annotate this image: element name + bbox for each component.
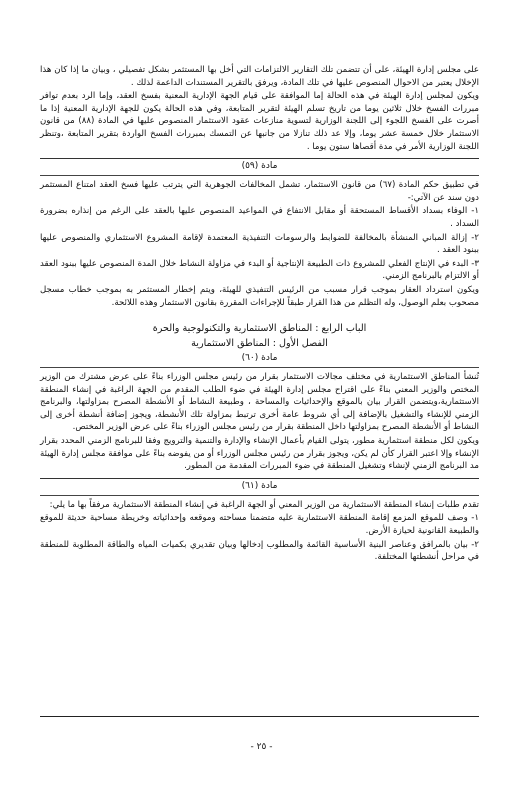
list-item-3: ٣- البدء في الإنتاج الفعلي للمشروع ذات الطبيعة الإنتاجية أو البدء في مزاولة النشاط خلال المدة المنصوص عليها ببنود العقد أو الالتزام بالبرنامج الزمني. (40, 258, 479, 282)
article-60-heading: مادة (٦٠) (40, 352, 479, 368)
paragraph-inspection-report: على مجلس إدارة الهيئة، على أن تتضمن تلك التقارير الالتزامات التي أخل بها المستثمر بشكل تفصيلي ، وبيان ما إذا كان هذا الإخلال يعتبر من الاحوال المنصوص عليها في تلك المادة، ويرفق بالتقرير المستندات الداعمة لذلك . (40, 65, 479, 88)
list-item-1: ١- وصف للموقع المزمع إقامة المنطقة الاستثمارية عليه متضمنا مساحته وموقعه وإحداثياته وخريطة مساحية حديثة للموقع والطبيعة القانونية لحيازة الأرض. (40, 513, 479, 537)
list-item-2: ٢- إزالة المباني المنشأة بالمخالفة للضوابط والرسومات التنفيذية المعتمدة لإقامة المشروع الاستثماري والمنصوص عليها ببنود العقد . (40, 232, 479, 256)
footer-divider (40, 716, 479, 717)
divider-line (40, 478, 479, 479)
divider-line (40, 158, 479, 159)
paragraph-property-recovery: ويكون استرداد العقار بموجب قرار مسبب من الرئيس التنفيذي للهيئة، ويتم إخطار المستثمر به بموجب خطاب مسجل مصحوب بعلم الوصول، وله التظلم من هذا القرار طبقاً للإجراءات المقررة بقانون الاستثمار وهذه اللائحة. (40, 284, 479, 308)
list-item-1: ١- الوفاء بسداد الأقساط المستحقة أو مقابل الانتفاع في المواعيد المنصوص عليها بالعقد على الرغم من إنذاره بضرورة السداد . (40, 206, 479, 229)
page-number: - ٢٥ - (250, 742, 273, 752)
chapter-title: الباب الرابع : المناطق الاستثمارية والتكنولوجية والحرة (152, 323, 367, 335)
paragraph-application-requirements: تقدم طلبات إنشاء المنطقة الاستثمارية من الوزير المعني أو الجهة الراغبة في إنشاء المنطقة الاستثمارية مرفقاً بها ما يلي: (49, 499, 479, 510)
article-61-heading: مادة (٦١) (40, 480, 479, 496)
paragraph-zone-developer: ويكون لكل منطقة استثمارية مطور، يتولى القيام بأعمال الإنشاء والإدارة والتنمية والترويج وفقا للبرنامج الزمني المحدد بقرار الإنشاء وإلا اعتبر القرار كأن لم يكن، ويجوز بقرار من رئيس مجلس الوزراء أو من يفوضه بناءً على موافقة مجلس إدارة الهيئة مد البرنامج الزمني لإنشاء وتشغيل المنطقة في ضوء المبررات المقدمة من المطور. (40, 436, 479, 472)
paragraph-zone-establishment: تُنشأ المناطق الاستثمارية في مختلف مجالات الاستثمار بقرار من رئيس مجلس الوزراء بناءً على عرض مشترك من الوزير المختص والوزير المعني بناءً على اقتراح مجلس إدارة الهيئة في ضوء الطلب المقدم من الجهة الراغبة في إنشاء المنطقة الاستثمارية،ويتضمن القرار بيان بالموقع والإحداثيات والمساحة ، وطبيعة النشاط أو الأنشطة المصرح بمزاولتها، والبرنامج الزمني للإنشاء والتشغيل بالإضافة إلى أي شروط عامة أخرى ترتبط بمزاولة تلك الأنشطة، ويجوز إضافة أنشطة أخرى إلى النشاط أو الأنشطة المصرح بمزاولتها داخل المنطقة بقرار من رئيس مجلس الوزراء بناءً على عرض الوزير المختص. (40, 372, 479, 433)
paragraph-article-59-intro: في تطبيق حكم المادة (٦٧) من قانون الاستثمار، تشمل المخالفات الجوهرية التي يترتب عليها فسخ العقد امتناع المستثمر دون سند عن الآتي:- (40, 180, 480, 203)
article-59-heading: مادة (٥٩) (40, 160, 479, 176)
paragraph-board-decision: ويكون لمجلس إدارة الهيئة في هذه الحالة إما الموافقة على قيام الجهة الإدارية المعنية بفسخ العقد، وإما الرد بعدم توافر مبررات الفسخ خلال ثلاثين يوما من تاريخ تسلم الهيئة لتقرير المتابعة، وفي هذه الحالة يكون للجهة الإدارية المعنية إذا ما أصرت على الفسخ اللجوء إلى اللجنة الوزارية لتسوية منازعات عقود الاستثمار المنصوص عليها في المادة (٨٨) من قانون الاستثمار خلال خمسة عشر يوما، وإلا عد ذلك تنازلا من جانبها عن التمسك بمبررات الفسخ الواردة بتقرير المتابعة ،وتنظر اللجنة الوزارية الأمر في مدة أقصاها ستون يوما . (40, 91, 479, 152)
list-item-2: ٢- بيان بالمرافق وعناصر البنية الأساسية القائمة والمطلوب إدخالها وبيان تقديري بكميات المياه والطاقة المطلوبة للمنطقة في مراحل أنشطتها المختلفة. (40, 539, 479, 563)
section-title: الفصل الأول : المناطق الاستثمارية (191, 338, 328, 350)
